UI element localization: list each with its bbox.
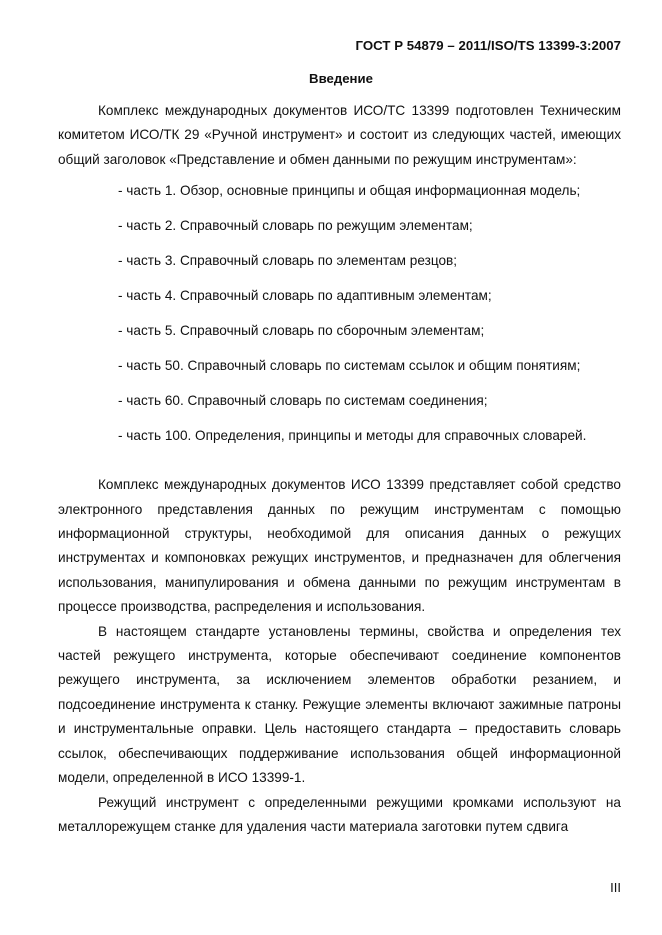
list-item: - часть 5. Справочный словарь по сборочным элементам; — [118, 323, 485, 339]
page-number: III — [610, 880, 621, 895]
parts-list — [58, 179, 621, 459]
list-item: - часть 50. Справочный словарь по системам ссылок и общим понятиям; — [118, 358, 581, 374]
list-item: - часть 1. Обзор, основные принципы и общая информационная модель; — [118, 183, 581, 199]
document-body — [58, 99, 621, 839]
list-item: - часть 3. Справочный словарь по элементам резцов; — [118, 253, 458, 269]
document-header: ГОСТ Р 54879 – 2011/ISO/TS 13399-3:2007 — [355, 38, 621, 53]
body-paragraph: Режущий инструмент с определенными режущими кромками используют на металлорежущем станке для удаления части материала заготовки путем сдвига — [58, 794, 621, 834]
list-item: - часть 100. Определения, принципы и методы для справочных словарей. — [118, 428, 587, 444]
spacer — [58, 459, 621, 473]
list-item: - часть 2. Справочный словарь по режущим элементам; — [118, 218, 473, 234]
section-title: Введение — [309, 71, 373, 86]
body-paragraph: В настоящем стандарте установлены термины, свойства и определения тех частей режущего инструмента, которые обеспечивают соединение компонентов режущего инструмента, за исключением элементов обработки резанием, и подсоединение инструмента к станку. Режущие элементы включают зажимные патроны и инструментальные оправки. Цель настоящего стандарта – предоставить словарь ссылок, обеспечивающих поддерживание использования общей информационной модели, определенной в ИСО 13399-1. — [58, 623, 621, 786]
body-paragraph: Комплекс международных документов ИСО 13399 представляет собой средство электронного представления данных по режущим инструментам с помощью информационной структуры, необходимой для описания данных о режущих инструментах и компоновках режущих инструментов, и предназначен для облегчения использования, манипулирования и обмена данными по режущим инструментам в процессе производства, распределения и использования. — [58, 477, 621, 615]
list-item: - часть 4. Справочный словарь по адаптивным элементам; — [118, 288, 492, 304]
intro-paragraph: Комплекс международных документов ИСО/ТС 13399 подготовлен Техническим комитетом ИСО/ТК 29 «Ручной инструмент» и состоит из следующих частей, имеющих общий заголовок «Представление и обмен данными по режущим инструментам»: — [58, 103, 621, 167]
list-item: - часть 60. Справочный словарь по системам соединения; — [118, 393, 488, 409]
